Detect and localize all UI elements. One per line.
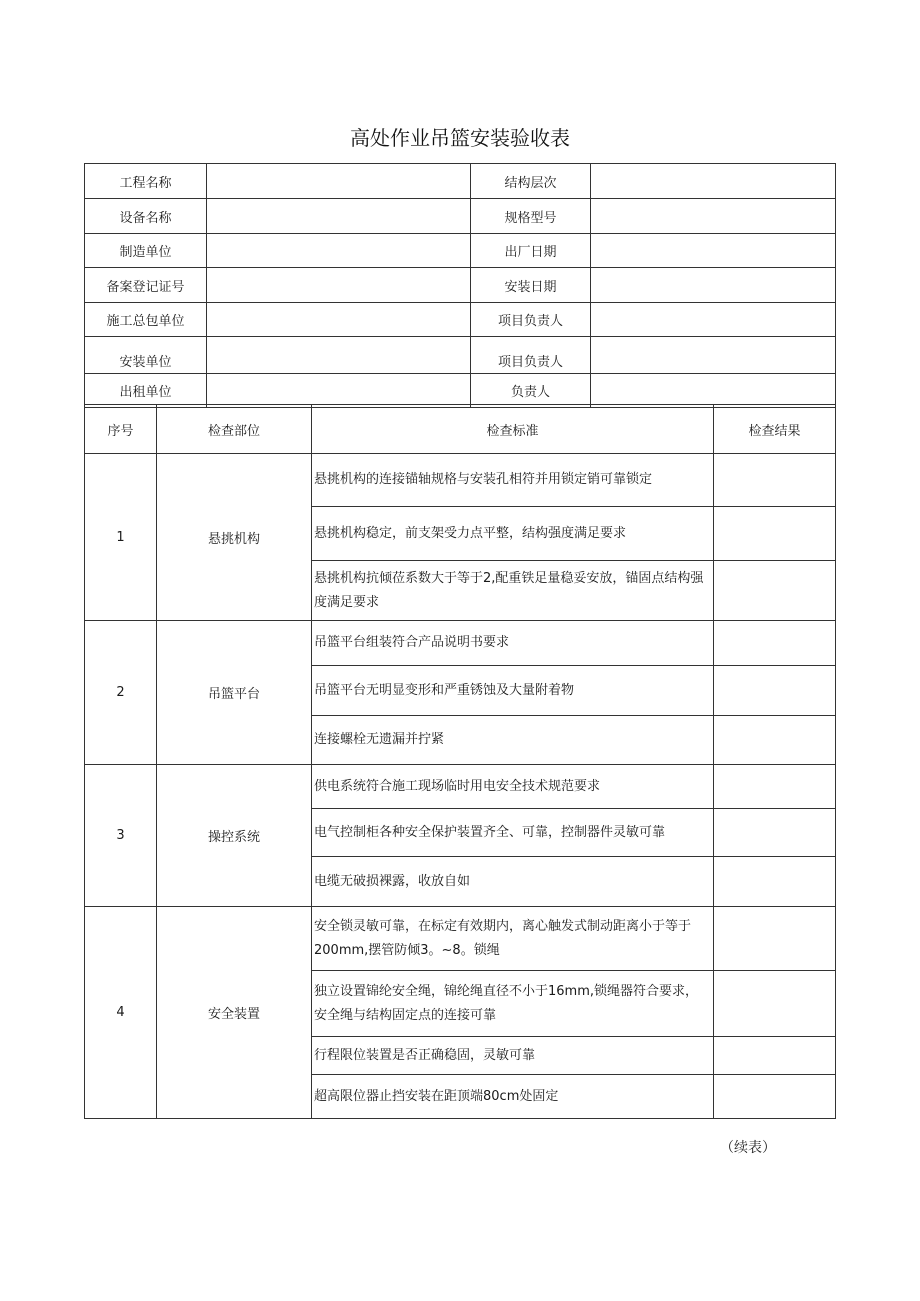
check-result-field[interactable] — [714, 666, 836, 716]
info-value-field[interactable] — [207, 234, 471, 268]
check-standard: 供电系统符合施工现场临时用电安全技术规范要求 — [312, 765, 714, 809]
info-value-field[interactable] — [207, 164, 471, 199]
check-result-field[interactable] — [714, 716, 836, 765]
info-label: 施工总包单位 — [85, 303, 207, 337]
info-value-field[interactable] — [207, 374, 471, 408]
check-standard: 电气控制柜各种安全保护装置齐全、可靠，控制器件灵敏可靠 — [312, 809, 714, 857]
info-row — [85, 374, 836, 408]
checklist-header-row — [85, 405, 836, 454]
check-result-field[interactable] — [714, 809, 836, 857]
group-part: 安全装置 — [157, 907, 312, 1119]
header-standard: 检查标准 — [312, 405, 714, 454]
check-result-field[interactable] — [714, 454, 836, 507]
info-value-field[interactable] — [207, 303, 471, 337]
check-standard: 连接螺栓无遗漏并拧紧 — [312, 716, 714, 765]
table-row — [85, 454, 836, 507]
info-row — [85, 199, 836, 234]
info-label: 备案登记证号 — [85, 268, 207, 303]
info-value-field[interactable] — [591, 234, 836, 268]
info-value-field[interactable] — [591, 337, 836, 374]
check-result-field[interactable] — [714, 621, 836, 666]
check-result-field[interactable] — [714, 561, 836, 621]
table-row — [85, 621, 836, 666]
info-value-field[interactable] — [591, 303, 836, 337]
info-row — [85, 164, 836, 199]
info-label: 设备名称 — [85, 199, 207, 234]
info-row — [85, 268, 836, 303]
check-result-field[interactable] — [714, 507, 836, 561]
group-number: 1 — [85, 454, 157, 621]
info-value-field[interactable] — [591, 199, 836, 234]
info-label: 安装单位 — [85, 337, 207, 374]
header-no: 序号 — [85, 405, 157, 454]
check-standard: 超高限位器止挡安装在距顶端80cm处固定 — [312, 1075, 714, 1119]
group-number: 2 — [85, 621, 157, 765]
check-standard: 悬挑机构稳定，前支架受力点平整，结构强度满足要求 — [312, 507, 714, 561]
check-standard: 安全锁灵敏可靠，在标定有效期内，离心触发式制动距离小于等于200mm,摆管防倾3。~8。锁绳 — [312, 907, 714, 971]
info-value-field[interactable] — [207, 337, 471, 374]
info-value-field[interactable] — [207, 268, 471, 303]
check-standard: 吊篮平台无明显变形和严重锈蚀及大量附着物 — [312, 666, 714, 716]
info-label: 安装日期 — [471, 268, 591, 303]
info-value-field[interactable] — [207, 199, 471, 234]
info-label: 出租单位 — [85, 374, 207, 408]
info-label: 结构层次 — [471, 164, 591, 199]
inspection-checklist-table — [84, 404, 836, 1119]
check-standard: 行程限位装置是否正确稳固，灵敏可靠 — [312, 1037, 714, 1075]
info-label: 负责人 — [471, 374, 591, 408]
continued-note: （续表） — [720, 1140, 776, 1156]
group-part: 操控系统 — [157, 765, 312, 907]
info-row — [85, 337, 836, 374]
check-standard: 电缆无破损裸露，收放自如 — [312, 857, 714, 907]
table-row — [85, 765, 836, 809]
group-part: 悬挑机构 — [157, 454, 312, 621]
info-label: 工程名称 — [85, 164, 207, 199]
check-result-field[interactable] — [714, 765, 836, 809]
check-result-field[interactable] — [714, 1037, 836, 1075]
check-result-field[interactable] — [714, 1075, 836, 1119]
info-label: 制造单位 — [85, 234, 207, 268]
info-row — [85, 234, 836, 268]
info-label: 项目负责人 — [471, 337, 591, 374]
info-label: 出厂日期 — [471, 234, 591, 268]
check-result-field[interactable] — [714, 907, 836, 971]
check-standard: 吊篮平台组装符合产品说明书要求 — [312, 621, 714, 666]
info-label: 规格型号 — [471, 199, 591, 234]
group-number: 3 — [85, 765, 157, 907]
project-info-table — [84, 163, 836, 408]
info-label: 项目负责人 — [471, 303, 591, 337]
group-number: 4 — [85, 907, 157, 1119]
check-standard: 悬挑机构的连接锚轴规格与安装孔相符并用锁定销可靠锁定 — [312, 454, 714, 507]
info-value-field[interactable] — [591, 374, 836, 408]
info-value-field[interactable] — [591, 268, 836, 303]
header-result: 检查结果 — [714, 405, 836, 454]
check-standard: 独立设置锦纶安全绳，锦纶绳直径不小于16mm,锁绳器符合要求，安全绳与结构固定点的连接可靠 — [312, 971, 714, 1037]
info-row — [85, 303, 836, 337]
info-value-field[interactable] — [591, 164, 836, 199]
check-standard: 悬挑机构抗倾莅系数大于等于2,配重铁足量稳妥安放，锚固点结构强度满足要求 — [312, 561, 714, 621]
document-title: 高处作业吊篮安装验收表 — [350, 126, 570, 150]
group-part: 吊篮平台 — [157, 621, 312, 765]
check-result-field[interactable] — [714, 971, 836, 1037]
table-row — [85, 907, 836, 971]
header-part: 检查部位 — [157, 405, 312, 454]
check-result-field[interactable] — [714, 857, 836, 907]
